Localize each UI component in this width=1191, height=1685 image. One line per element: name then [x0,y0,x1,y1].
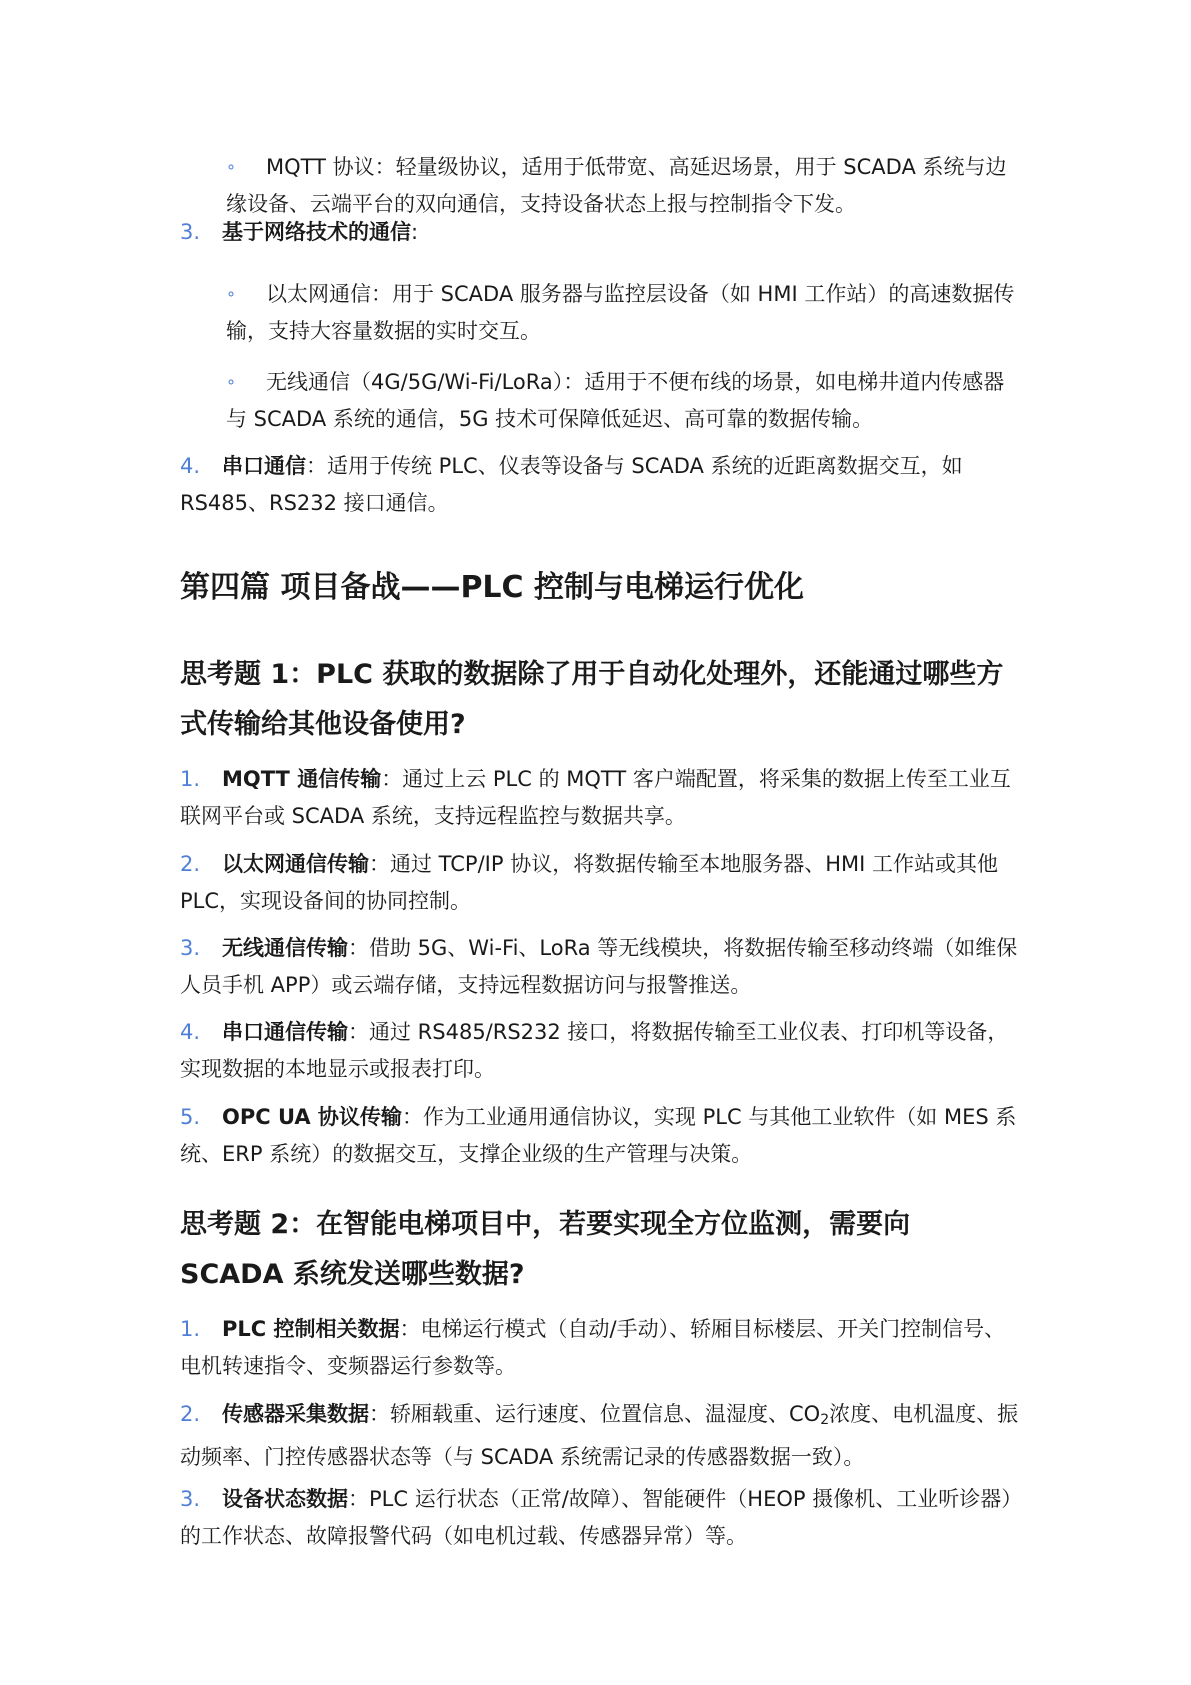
list-item-title: 以太网通信传输 [222,852,369,876]
list-item-text: ：作为工业通用通信协议，实现 PLC 与其他工业软件（如 MES 系统、ERP 系统）的数据交互，支撑企业级的生产管理与决策。 [180,1105,1017,1166]
list-item-text: ：PLC 运行状态（正常/故障）、智能硬件（HEOP 摄像机、工业听诊器）的工作状态、故障报警代码（如电机过载、传感器异常）等。 [180,1487,1012,1548]
list-number: 2. [180,1402,201,1426]
list-number: 2. [180,852,201,876]
chapter-title: 第四篇 项目备战——PLC 控制与电梯运行优化 [180,570,805,605]
list-item-title: MQTT 通信传输 [222,767,382,791]
list-item-text: ：适用于传统 PLC、仪表等设备与 SCADA 系统的近距离数据交互，如 RS485、RS232 接口通信。 [180,454,963,515]
list-item-text: ：通过 TCP/IP 协议，将数据传输至本地服务器、HMI 工作站或其他 PLC，实现设备间的协同控制。 [180,852,998,913]
list-item-title: 串口通信传输 [222,1020,348,1044]
list-item-title: 设备状态数据 [222,1487,348,1511]
ethernet-bullet [226,275,1016,350]
list-item-text: ：轿厢载重、运行速度、位置信息、温湿度、CO [369,1402,821,1426]
q2-answer-3 [180,1481,1020,1555]
bullet-text: MQTT 协议：轻量级协议，适用于低带宽、高延迟场景，用于 SCADA 系统与边缘设备、云端平台的双向通信，支持设备状态上报与控制指令下发。 [226,155,1007,216]
list-item-title: OPC UA 协议传输 [222,1105,402,1129]
list-item-text: ：通过上云 PLC 的 MQTT 客户端配置，将采集的数据上传至工业互联网平台或 SCADA 系统，支持远程监控与数据共享。 [180,767,1011,828]
list-number: 5. [180,1105,201,1129]
list-item-text: ：借助 5G、Wi-Fi、LoRa 等无线模块，将数据传输至移动终端（如维保人员手机 APP）或云端存储，支持远程数据访问与报警推送。 [180,936,1018,997]
circle-bullet-icon: ∘ [226,284,237,303]
list-number: 4. [180,454,201,478]
list-number: 3. [180,220,201,244]
subscript-2: 2 [820,1412,830,1428]
list-item-title: 无线通信传输 [222,936,348,960]
q1-answer-3 [180,930,1020,1004]
q2-answer-2 [180,1396,1020,1476]
list-number: 3. [180,1487,201,1511]
wireless-bullet [226,363,1016,438]
list-number: 1. [180,767,201,791]
question-2-title: 思考题 2：在智能电梯项目中，若要实现全方位监测，需要向 SCADA 系统发送哪些数据? [180,1209,911,1290]
q1-answer-4 [180,1014,1020,1088]
list-item-title: 传感器采集数据 [222,1402,369,1426]
bullet-text: 无线通信（4G/5G/Wi-Fi/LoRa）：适用于不便布线的场景，如电梯井道内传感器与 SCADA 系统的通信，5G 技术可保障低延迟、高可靠的数据传输。 [226,370,1005,431]
list-number: 3. [180,936,201,960]
bullet-text: 以太网通信：用于 SCADA 服务器与监控层设备（如 HMI 工作站）的高速数据传输，支持大容量数据的实时交互。 [226,282,1015,343]
list-number: 4. [180,1020,201,1044]
circle-bullet-icon: ∘ [226,157,237,176]
list-item-text: ：通过 RS485/RS232 接口，将数据传输至工业仪表、打印机等设备，实现数据的本地显示或报表打印。 [180,1020,1009,1081]
q1-answer-2 [180,846,1020,920]
list-item-serial-communication [180,448,1020,522]
list-item-text-continued: 浓度、电机温度、振动频率、门控传感器状态等（与 SCADA 系统需记录的传感器数据一致）。 [180,1402,1019,1469]
q2-answer-1 [180,1311,1020,1385]
list-item-title: 串口通信 [222,454,306,478]
q1-answer-1 [180,761,1020,835]
list-item-title: 基于网络技术的通信 [222,220,411,244]
list-item-title: PLC 控制相关数据 [222,1317,400,1341]
list-item-text: ：电梯运行模式（自动/手动）、轿厢目标楼层、开关门控制信号、电机转速指令、变频器运行参数等。 [180,1317,1006,1378]
list-item-text: : [411,220,419,244]
q1-answer-5 [180,1099,1020,1173]
mqtt-protocol-bullet [226,148,1016,223]
list-item-network-communication [180,214,1020,251]
list-number: 1. [180,1317,201,1341]
circle-bullet-icon: ∘ [226,372,237,391]
question-1-title: 思考题 1：PLC 获取的数据除了用于自动化处理外，还能通过哪些方式传输给其他设备使用? [180,659,1004,740]
